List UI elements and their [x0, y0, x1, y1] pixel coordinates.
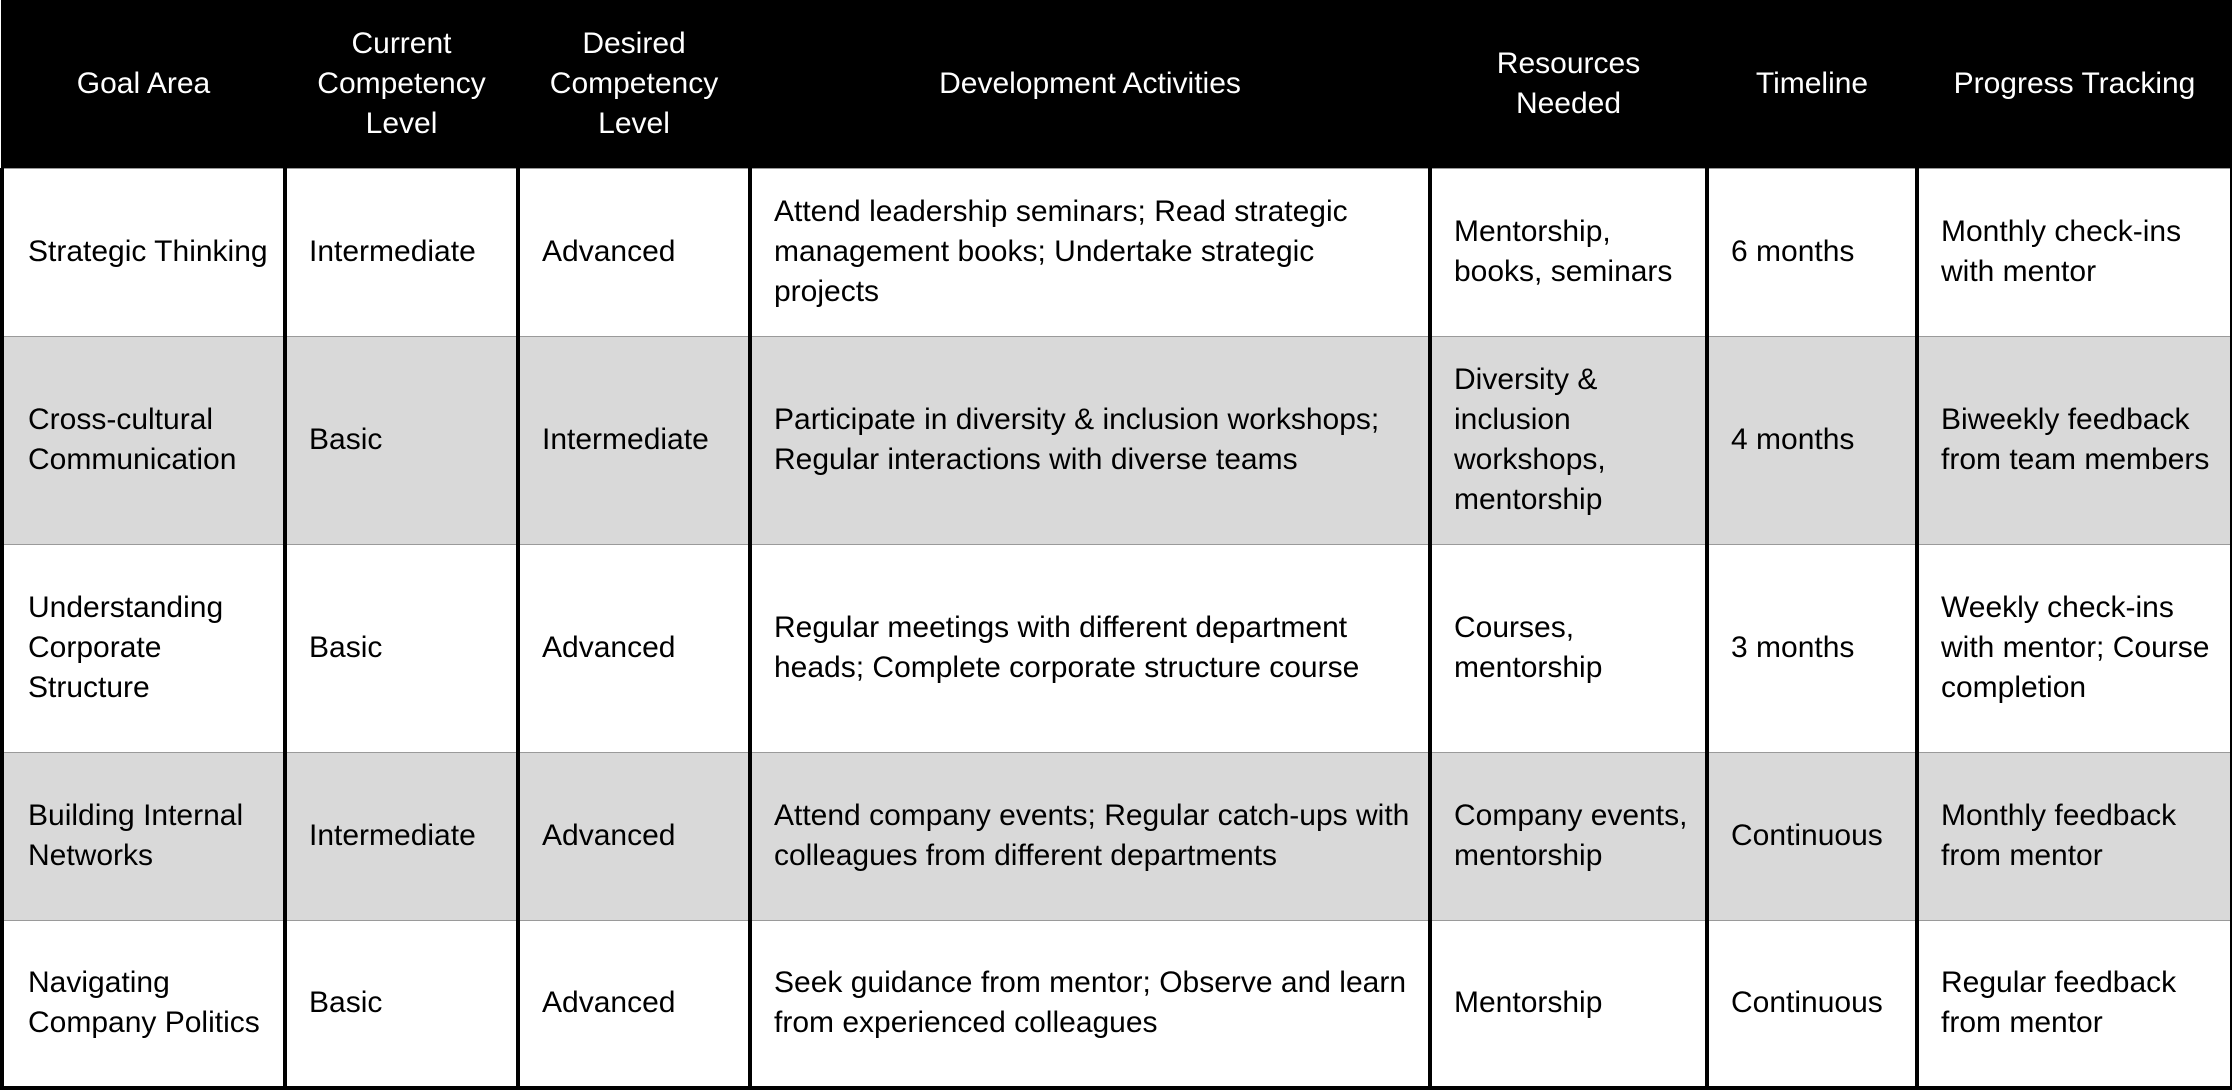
cell-current-level: Intermediate [285, 168, 518, 336]
cell-tracking: Monthly feedback from mentor [1917, 752, 2232, 920]
cell-current-level: Basic [285, 336, 518, 544]
header-desired-competency-level: Desired Competency Level [518, 0, 750, 168]
cell-desired-level: Intermediate [518, 336, 750, 544]
cell-resources: Courses, mentorship [1430, 544, 1707, 752]
cell-timeline: Continuous [1707, 920, 1917, 1088]
table-row [2, 752, 2232, 920]
cell-current-level: Basic [285, 544, 518, 752]
cell-activities: Seek guidance from mentor; Observe and learn from experienced colleagues [750, 920, 1430, 1088]
cell-resources: Diversity & inclusion workshops, mentorship [1430, 336, 1707, 544]
header-goal-area: Goal Area [2, 0, 285, 168]
cell-resources: Mentorship, books, seminars [1430, 168, 1707, 336]
cell-desired-level: Advanced [518, 920, 750, 1088]
table-row [2, 336, 2232, 544]
header-timeline: Timeline [1707, 0, 1917, 168]
cell-current-level: Intermediate [285, 752, 518, 920]
header-progress-tracking: Progress Tracking [1917, 0, 2232, 168]
cell-resources: Mentorship [1430, 920, 1707, 1088]
table-row [2, 168, 2232, 336]
cell-timeline: 3 months [1707, 544, 1917, 752]
cell-activities: Regular meetings with different department heads; Complete corporate structure course [750, 544, 1430, 752]
cell-desired-level: Advanced [518, 544, 750, 752]
cell-tracking: Monthly check-ins with mentor [1917, 168, 2232, 336]
cell-timeline: 6 months [1707, 168, 1917, 336]
cell-activities: Participate in diversity & inclusion workshops; Regular interactions with diverse teams [750, 336, 1430, 544]
table-row [2, 544, 2232, 752]
cell-activities: Attend leadership seminars; Read strategic management books; Undertake strategic projects [750, 168, 1430, 336]
cell-tracking: Weekly check-ins with mentor; Course completion [1917, 544, 2232, 752]
header-resources-needed: Resources Needed [1430, 0, 1707, 168]
cell-activities: Attend company events; Regular catch-ups with colleagues from different departments [750, 752, 1430, 920]
cell-tracking: Biweekly feedback from team members [1917, 336, 2232, 544]
cell-tracking: Regular feedback from mentor [1917, 920, 2232, 1088]
cell-timeline: 4 months [1707, 336, 1917, 544]
cell-goal-area: Building Internal Networks [2, 752, 285, 920]
header-current-competency-level: Current Competency Level [285, 0, 518, 168]
cell-current-level: Basic [285, 920, 518, 1088]
header-development-activities: Development Activities [750, 0, 1430, 168]
cell-timeline: Continuous [1707, 752, 1917, 920]
table-row [2, 920, 2232, 1088]
cell-goal-area: Navigating Company Politics [2, 920, 285, 1088]
cell-goal-area: Cross-cultural Communication [2, 336, 285, 544]
cell-resources: Company events, mentorship [1430, 752, 1707, 920]
cell-goal-area: Strategic Thinking [2, 168, 285, 336]
cell-desired-level: Advanced [518, 752, 750, 920]
cell-desired-level: Advanced [518, 168, 750, 336]
cell-goal-area: Understanding Corporate Structure [2, 544, 285, 752]
header-row [2, 0, 2232, 168]
